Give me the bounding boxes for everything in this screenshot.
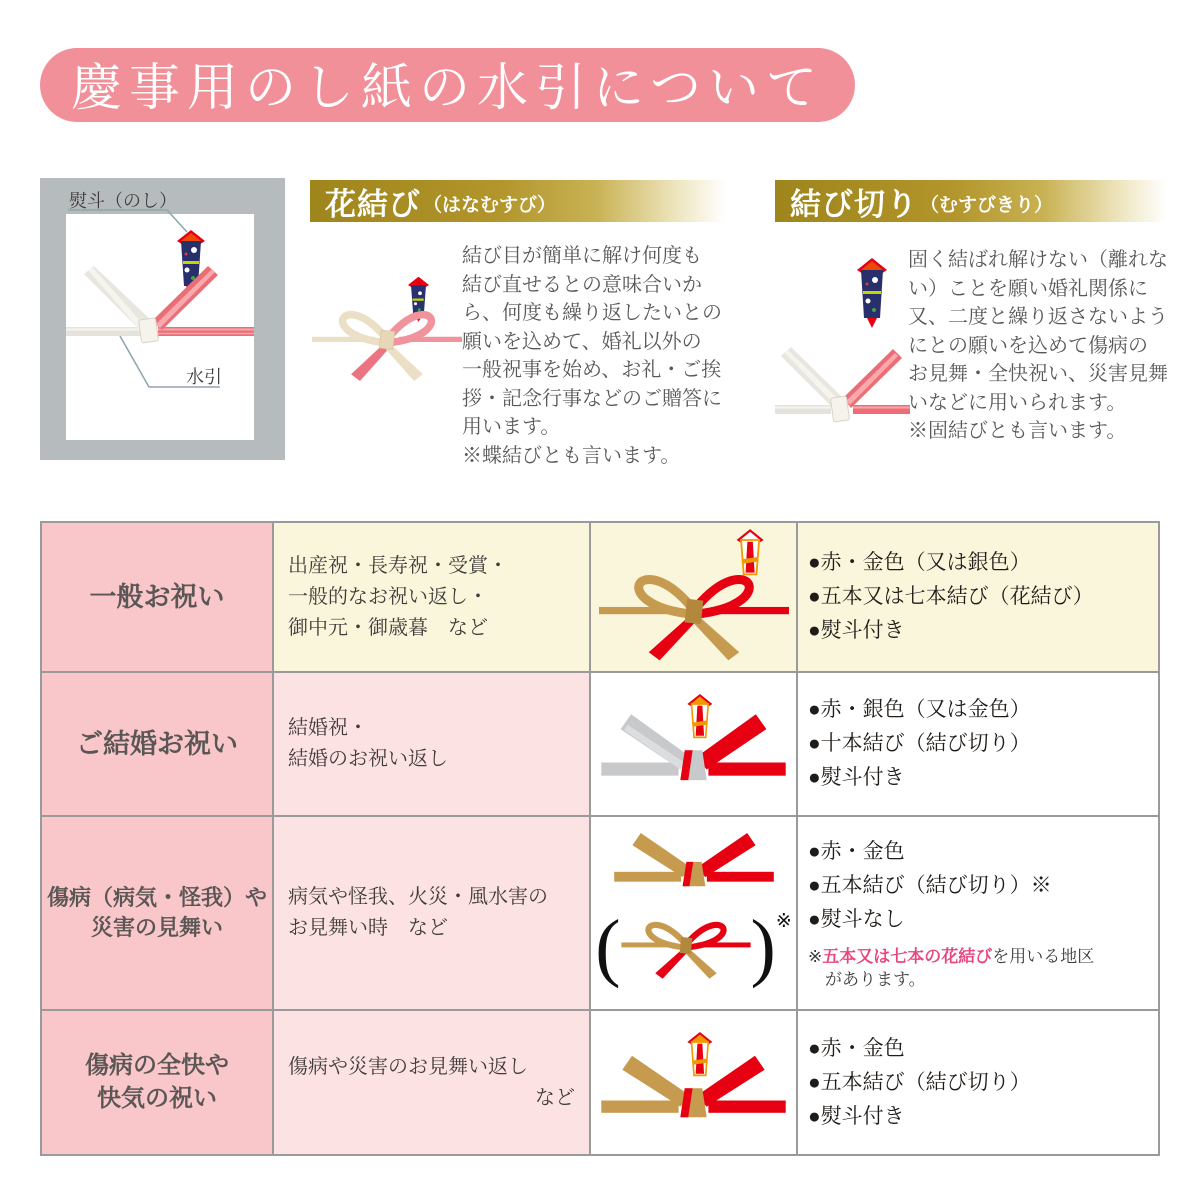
table-row3-occasions: 病気や怪我、火災・風水害の お見舞い時 など	[274, 817, 589, 1009]
spec-item: ●五本又は七本結び（花結び）	[808, 585, 1094, 608]
hanamusubi-knot-icon	[621, 908, 751, 996]
spec-item: ●熨斗付き	[808, 1104, 905, 1128]
musubikiri-header	[775, 180, 1170, 222]
musubikiri-knot-icon	[601, 1032, 786, 1133]
spec-item: ●熨斗付き	[808, 619, 905, 642]
mizuhiki-label: 水引	[186, 367, 222, 387]
hanamusubi-bow-illustration	[312, 252, 462, 402]
musubikiri-title: 結び切り	[790, 186, 918, 222]
spec-item: ●赤・金色（又は銀色）	[808, 551, 1031, 574]
spec-item: ●赤・金色	[808, 840, 905, 863]
musubikiri-knot-illustration	[775, 252, 910, 442]
table-row4-specs	[798, 1011, 1158, 1154]
table-row2-specs	[798, 673, 1158, 815]
noshi-paper-illustration	[40, 178, 285, 460]
hanamusubi-description	[462, 242, 722, 470]
noshi-paper-diagram	[40, 178, 285, 460]
note-highlight: 五本又は七本の花結び	[822, 947, 993, 966]
noshi-label: 熨斗（のし）	[69, 191, 177, 211]
table-row2-category: ご結婚お祝い	[42, 673, 272, 815]
musubikiri-knot-icon	[601, 694, 786, 795]
optional-knot-annotation	[595, 904, 792, 996]
page-title-banner	[40, 48, 855, 122]
description-line: 固く結ばれ解けない（離れな	[908, 249, 1168, 271]
mizuhiki-usage-table	[40, 521, 1160, 1156]
musubikiri-knot-icon	[614, 830, 774, 906]
table-row4-occasions: 傷病や災害のお見舞い返し など	[274, 1011, 589, 1154]
hanamusubi-title: 花結び	[325, 186, 421, 222]
description-line: 一般祝事を始め、お礼・ご挨	[462, 359, 722, 381]
table-row3-specs	[798, 817, 1158, 1009]
musubikiri-description	[908, 246, 1168, 446]
table-row1-occasions: 出産祝・長寿祝・受賞・ 一般的なお祝い返し・ 御中元・御歳暮 など	[274, 523, 589, 671]
description-line: お見舞・全快祝い、災害見舞	[908, 363, 1168, 385]
regional-note: ※五本又は七本の花結びを用いる地区 があります。	[808, 947, 1095, 989]
open-paren: (	[595, 904, 621, 989]
musubikiri-reading: （むすびきり）	[920, 194, 1054, 216]
hanamusubi-header	[310, 180, 730, 222]
description-line: ※固結びとも言います。	[908, 420, 1127, 442]
spec-item: ●十本結び（結び切り）	[808, 732, 1031, 755]
description-line: 願いを込めて、婚礼以外の	[462, 330, 702, 353]
table-row4-category: 傷病の全快や 快気の祝い	[42, 1011, 272, 1154]
table-row3-knot-cell	[591, 817, 796, 1009]
table-row1-category: 一般お祝い	[42, 523, 272, 671]
description-line: 結び目が簡単に解け何度も	[462, 245, 702, 267]
description-line: ※蝶結びとも言います。	[462, 444, 681, 467]
table-row1-knot-cell	[591, 523, 796, 671]
description-line: ら、何度も繰り返したいとの	[462, 302, 722, 324]
description-line: 又、二度と繰り返さないよう	[908, 306, 1168, 328]
description-line: にとの願いを込めて傷病の	[908, 334, 1148, 357]
spec-item: ●赤・金色	[808, 1036, 905, 1060]
table-row3-category: 傷病（病気・怪我）や 災害の見舞い	[42, 817, 272, 1009]
spec-item: ●五本結び（結び切り）	[808, 1070, 1031, 1094]
description-line: 用います。	[462, 416, 561, 438]
table-row4-knot-cell	[591, 1011, 796, 1154]
description-line: 拶・記念行事などのご贈答に	[462, 387, 722, 410]
hanamusubi-knot-icon	[599, 529, 789, 665]
spec-item: ●熨斗なし	[808, 908, 905, 931]
table-row2-occasions: 結婚祝・ 結婚のお祝い返し	[274, 673, 589, 815]
noshi-ornament-icon	[857, 258, 887, 328]
description-line: い）ことを願い婚礼関係に	[908, 277, 1148, 300]
page-title: 慶事用のし紙の水引について	[71, 61, 824, 117]
asterisk-mark: ※	[775, 911, 792, 932]
close-paren: )	[750, 904, 776, 989]
description-line: いなどに用いられます。	[908, 391, 1127, 414]
spec-item: ●赤・銀色（又は金色）	[808, 698, 1031, 721]
spec-item: ●熨斗付き	[808, 766, 905, 789]
spec-item: ●五本結び（結び切り）※	[808, 874, 1052, 897]
table-row1-specs	[798, 523, 1158, 671]
table-row2-knot-cell	[591, 673, 796, 815]
description-line: 結び直せるとの意味合いか	[462, 273, 702, 296]
hanamusubi-reading: （はなむすび）	[423, 194, 557, 216]
